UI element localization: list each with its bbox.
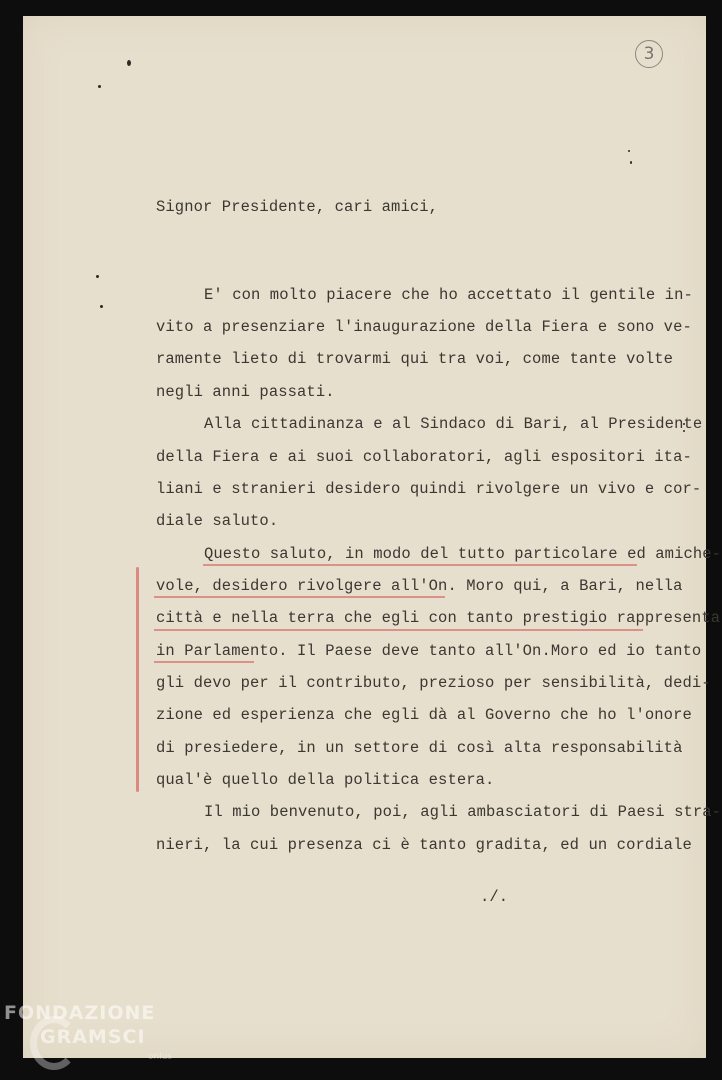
ink-speck — [628, 150, 630, 152]
body-line: della Fiera e ai suoi collaboratori, agli espositori ita- — [156, 448, 692, 466]
body-line: Alla cittadinanza e al Sindaco di Bari, al Presidente — [204, 415, 703, 433]
ink-speck — [100, 305, 103, 308]
body-line: gli devo per il contributo, prezioso per sensibilità, dedi- — [156, 674, 711, 692]
body-line: vole, desidero rivolgere all'On. Moro qui, a Bari, nella — [156, 577, 683, 595]
body-line: vito a presenziare l'inaugurazione della Fiera e sono ve- — [156, 318, 692, 336]
body-line: negli anni passati. — [156, 383, 335, 401]
archive-watermark — [0, 996, 200, 1080]
watermark-line2: GRAMSCI — [40, 1026, 146, 1048]
ink-speck — [98, 85, 101, 88]
red-underline — [154, 629, 643, 631]
red-margin-mark — [136, 567, 139, 792]
body-line: zione ed esperienza che egli dà al Governo che ho l'onore — [156, 706, 692, 724]
document-page — [23, 16, 722, 1058]
body-line: Il mio benvenuto, poi, agli ambasciatori di Paesi stra- — [204, 803, 722, 821]
watermark-suffix: onlus — [148, 1052, 173, 1062]
page-number-circle: 3 — [635, 40, 663, 68]
body-line: E' con molto piacere che ho accettato il gentile in- — [204, 286, 693, 304]
ink-speck — [630, 161, 632, 164]
body-line: di presiedere, in un settore di così alta responsabilità — [156, 739, 683, 757]
body-line: città e nella terra che egli con tanto prestigio rappresenta — [156, 609, 721, 627]
ink-speck — [96, 275, 99, 278]
watermark-line1: FONDAZIONE — [4, 1002, 156, 1024]
continuation-mark: ./. — [480, 888, 509, 906]
red-underline — [203, 564, 637, 566]
ink-speck — [127, 60, 131, 66]
body-line: ramente lieto di trovarmi qui tra voi, come tante volte — [156, 350, 674, 368]
body-line: diale saluto. — [156, 512, 279, 530]
body-line: nieri, la cui presenza ci è tanto gradita, ed un cordiale — [156, 836, 692, 854]
red-underline — [154, 596, 445, 598]
body-line: Questo saluto, in modo del tutto particolare ed amiche- — [204, 545, 722, 563]
body-line: in Parlamento. Il Paese deve tanto all'On.Moro ed io tanto — [156, 642, 702, 660]
red-underline — [154, 661, 254, 663]
salutation: Signor Presidente, cari amici, — [156, 198, 439, 216]
body-line: liani e stranieri desidero quindi rivolgere un vivo e cor- — [156, 480, 702, 498]
body-line: qual'è quello della politica estera. — [156, 771, 495, 789]
